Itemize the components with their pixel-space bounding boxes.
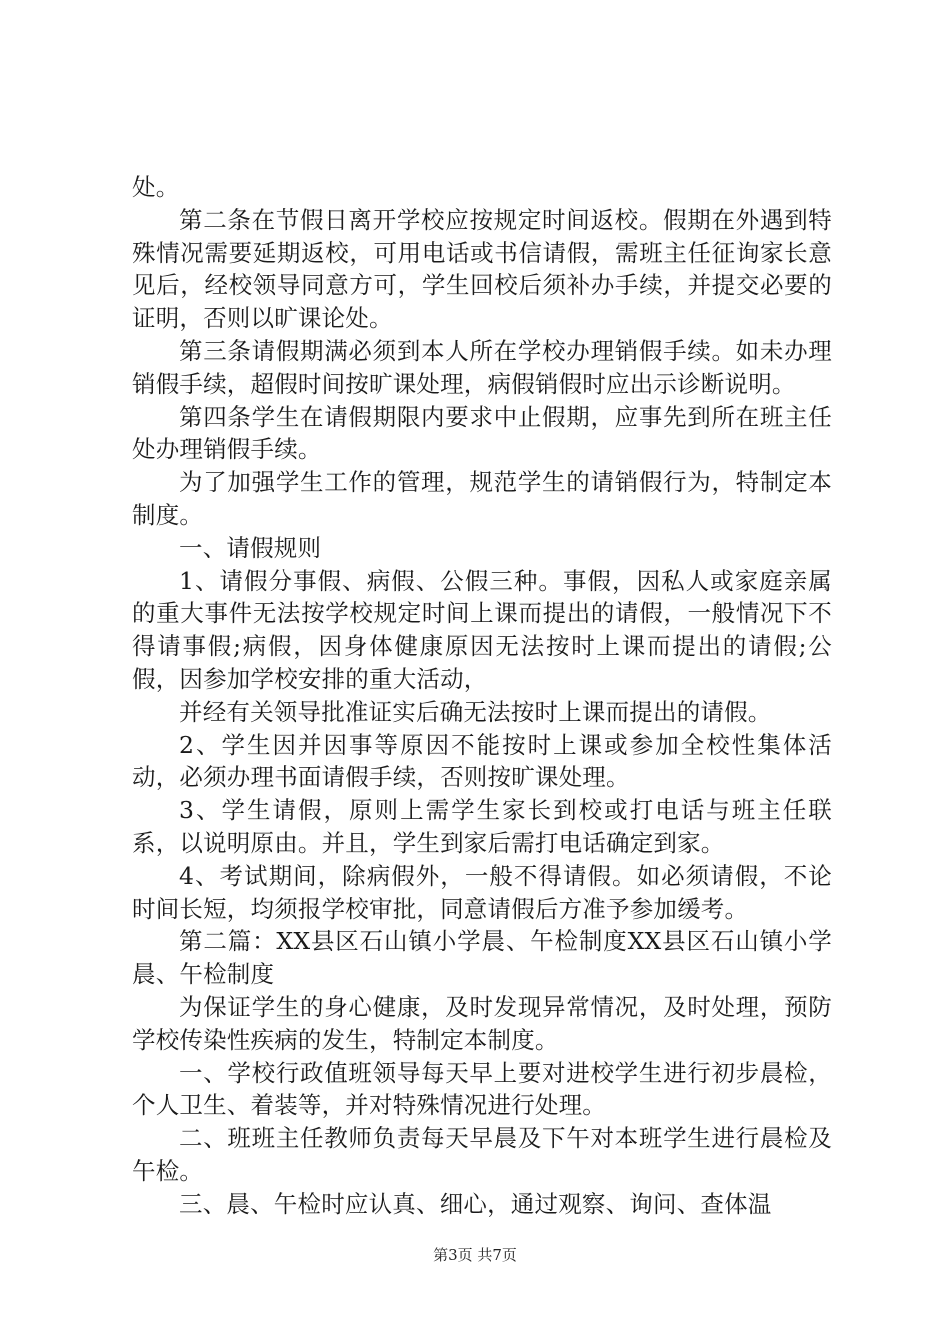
page-number-footer: 第3页 共7页 xyxy=(433,1246,517,1264)
paragraph: 3、学生请假，原则上需学生家长到校或打电话与班主任联系，以说明原由。并且，学生到家后需打电话确定到家。 xyxy=(132,796,832,857)
paragraph: 4、考试期间，除病假外，一般不得请假。如必须请假，不论时间长短，均须报学校审批，同意请假后方准予参加缓考。 xyxy=(132,861,832,923)
paragraph: 第三条请假期满必须到本人所在学校办理销假手续。如未办理销假手续，超假时间按旷课处理，病假销假时应出示诊断说明。 xyxy=(132,336,832,398)
section-heading: 一、请假规则 xyxy=(179,533,322,562)
paragraph: 为了加强学生工作的管理，规范学生的请销假行为，特制定本制度。 xyxy=(132,468,832,529)
paragraph: 一、学校行政值班领导每天早上要对进校学生进行初步晨检，个人卫生、着装等，并对特殊情况进行处理。 xyxy=(132,1058,832,1120)
paragraph: 2、学生因并因事等原因不能按时上课或参加全校性集体活动，必须办理书面请假手续，否则按旷课处理。 xyxy=(132,730,832,792)
paragraph: 1、请假分事假、病假、公假三种。事假，因私人或家庭亲属的重大事件无法按学校规定时间上课而提出的请假，一般情况下不得请事假;病假，因身体健康原因无法按时上课而提出的请假;公假，因参加学校安排的重大活动， xyxy=(132,566,832,693)
paragraph: 处。 xyxy=(132,173,180,201)
paragraph: 二、班班主任教师负责每天早晨及下午对本班学生进行晨检及午检。 xyxy=(132,1124,832,1185)
paragraph: 第二条在节假日离开学校应按规定时间返校。假期在外遇到特殊情况需要延期返校，可用电话或书信请假，需班主任征询家长意见后，经校领导同意方可，学生回校后须补办手续，并提交必要的证明，否则以旷课论处。 xyxy=(132,205,832,333)
document-body xyxy=(132,171,832,1221)
paragraph: 第四条学生在请假期限内要求中止假期，应事先到所在班主任处办理销假手续。 xyxy=(132,402,832,464)
paragraph: 为保证学生的身心健康，及时发现异常情况，及时处理，预防学校传染性疾病的发生，特制定本制度。 xyxy=(132,992,832,1054)
paragraph: 三、晨、午检时应认真、细心，通过观察、询问、查体温 xyxy=(179,1189,772,1218)
paragraph: 并经有关领导批准证实后确无法按时上课而提出的请假。 xyxy=(179,697,772,726)
chapter-heading: 第二篇：XX县区石山镇小学晨、午检制度XX县区石山镇小学晨、午检制度 xyxy=(132,927,832,989)
